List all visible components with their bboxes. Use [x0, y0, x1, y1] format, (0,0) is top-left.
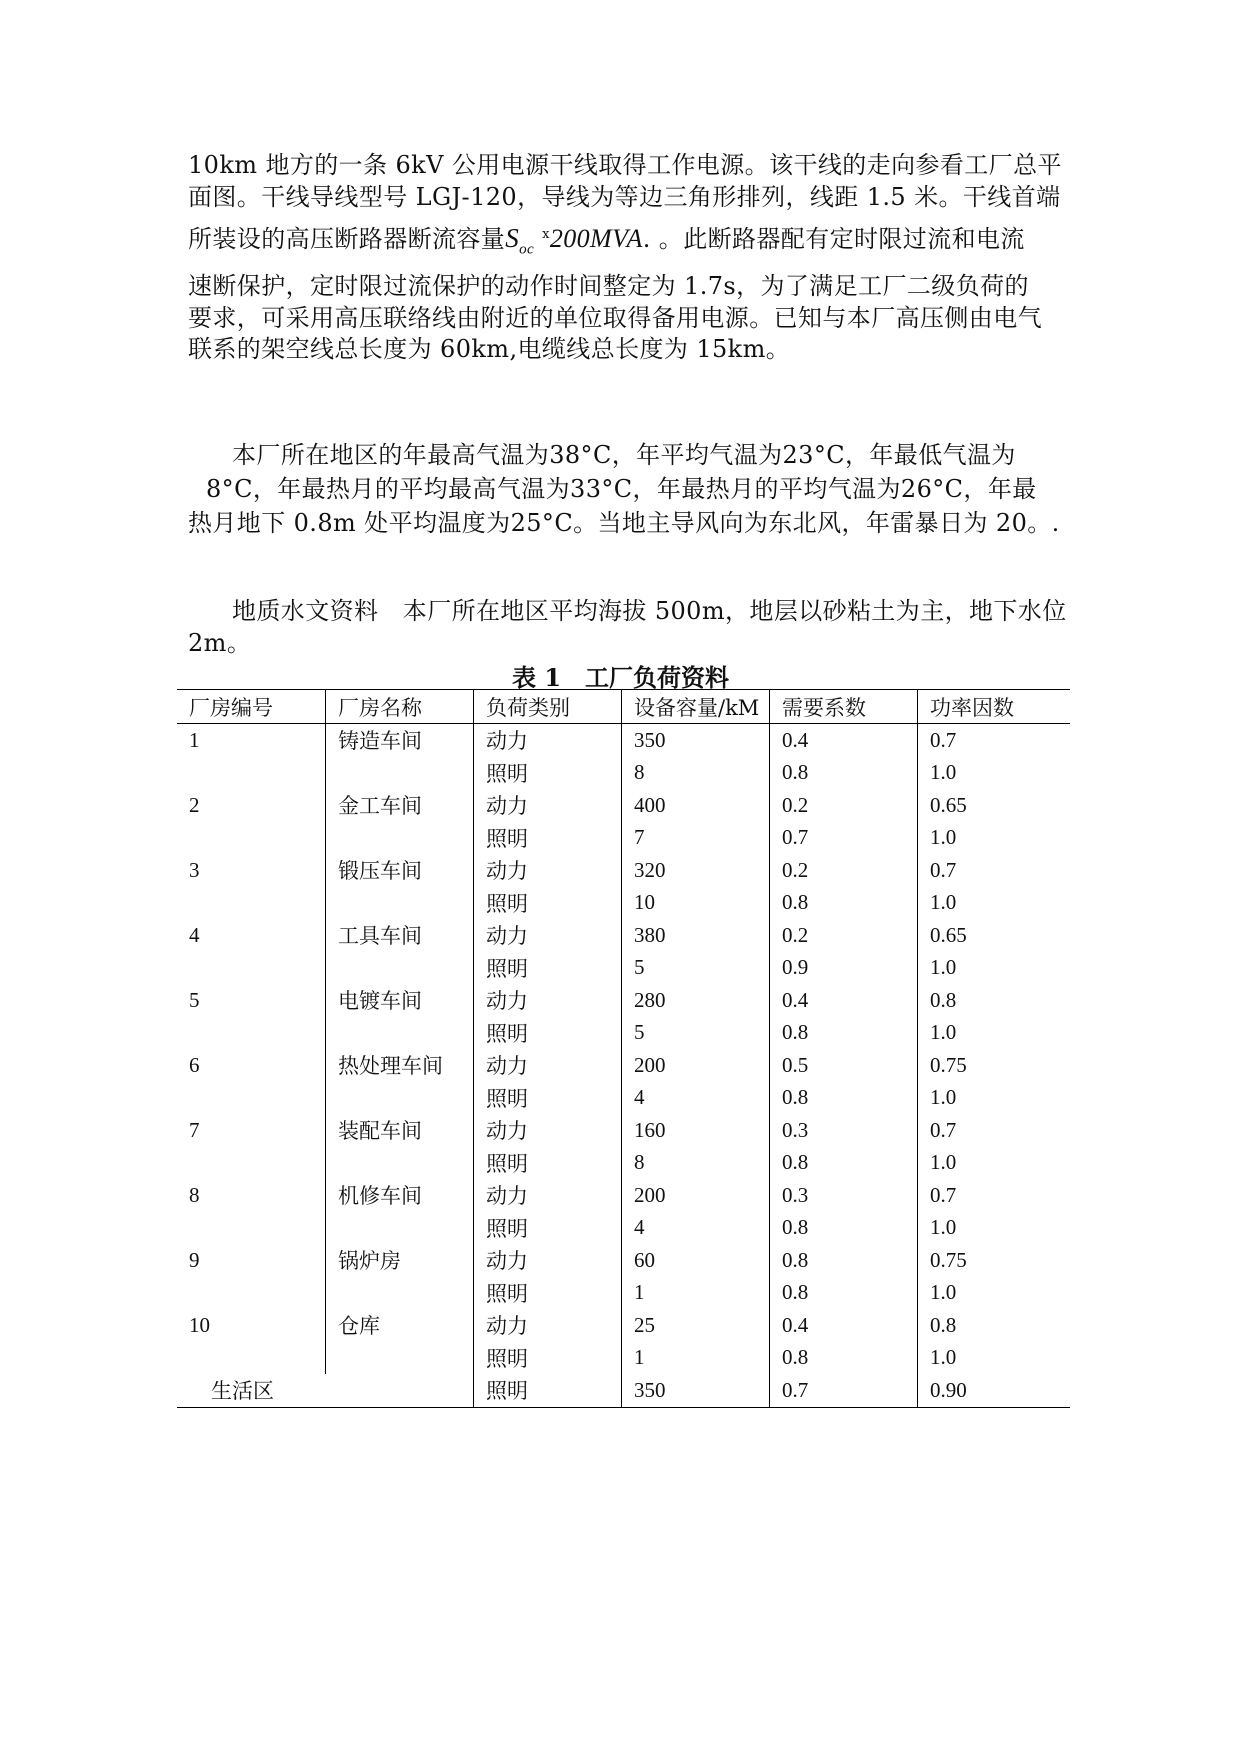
table-row: [177, 984, 1070, 1017]
text-line: 8°C，年最热月的平均最高气温为33°C，年最热月的平均气温为26°C，年最: [206, 475, 1037, 503]
power-source-paragraph: [188, 150, 1068, 366]
table-cell: [177, 1342, 326, 1375]
table-cell: 锻压车间: [326, 854, 474, 887]
table-cell: 0.7: [918, 1114, 1071, 1147]
table-cell: 350: [622, 724, 770, 757]
table-cell: 0.7: [770, 1374, 918, 1407]
table-cell: 0.8: [770, 757, 918, 790]
text-line: 本厂所在地区的年最高气温为38°C，年平均气温为23°C，年最低气温为: [232, 441, 1016, 469]
table-cell: 照明: [474, 1147, 622, 1180]
table-cell: 照明: [474, 1212, 622, 1245]
table-cell: 0.8: [918, 984, 1071, 1017]
table-cell: [326, 1082, 474, 1115]
table-cell: 0.7: [770, 822, 918, 855]
table-cell: 照明: [474, 1374, 622, 1407]
text-line: 10km 地方的一条 6kV 公用电源干线取得工作电源。该干线的走向参看工厂总平: [188, 151, 1062, 179]
table-cell: 350: [622, 1374, 770, 1407]
table-row: [177, 1342, 1070, 1375]
table-cell: 0.7: [918, 854, 1071, 887]
table-row: [177, 952, 1070, 985]
table-cell: [326, 1342, 474, 1375]
table-cell: 0.4: [770, 1309, 918, 1342]
table-row: [177, 789, 1070, 822]
table-cell: 320: [622, 854, 770, 887]
table-cell: 0.75: [918, 1049, 1071, 1082]
table-cell: 0.8: [770, 1147, 918, 1180]
table-row: [177, 1082, 1070, 1115]
table-cell: 4: [189, 922, 200, 947]
table-row: [177, 1017, 1070, 1050]
table-cell: 10: [189, 1312, 210, 1337]
table-cell: 0.90: [918, 1374, 1071, 1407]
table-cell: [177, 1017, 326, 1050]
text-line: 2m。: [188, 628, 252, 657]
table-cell: 1.0: [918, 952, 1071, 985]
table-cell: 200: [622, 1179, 770, 1212]
table-cell: 400: [622, 789, 770, 822]
table-cell: [326, 1212, 474, 1245]
column-header: 厂房名称: [326, 690, 474, 724]
table-row: [177, 1114, 1070, 1147]
table-cell: 0.2: [770, 789, 918, 822]
table-row: [177, 1212, 1070, 1245]
table-cell: 照明: [474, 1277, 622, 1310]
table-row: [177, 919, 1070, 952]
table-cell: 0.7: [918, 724, 1071, 757]
table-cell: 照明: [474, 757, 622, 790]
table-row: [177, 1277, 1070, 1310]
table-row: [177, 1147, 1070, 1180]
table-cell: 铸造车间: [326, 724, 474, 757]
table-cell: 1: [622, 1277, 770, 1310]
table-cell: 动力: [474, 854, 622, 887]
operator-glyph: ⅹ: [542, 227, 550, 242]
table-cell: 4: [622, 1082, 770, 1115]
table-cell: 0.5: [770, 1049, 918, 1082]
table-cell: 动力: [474, 1179, 622, 1212]
table-cell: 0.65: [918, 789, 1071, 822]
table-cell: 动力: [474, 789, 622, 822]
text-line: 面图。干线导线型号 LGJ-120，导线为等边三角形排列，线距 1.5 米。干线首端: [188, 182, 1061, 211]
table-cell: 1.0: [918, 1017, 1071, 1050]
text-line: 热月地下 0.8m 处平均温度为25°C。当地主导风向为东北风，年雷暴日为 20。.: [188, 509, 1060, 537]
table-cell: 动力: [474, 984, 622, 1017]
table-cell: [326, 1147, 474, 1180]
climate-paragraph: [188, 438, 1068, 540]
table-row: [177, 1179, 1070, 1212]
table-cell: 0.65: [918, 919, 1071, 952]
table-cell: 9: [189, 1247, 200, 1272]
table-cell: 0.4: [770, 724, 918, 757]
table-cell: 0.8: [770, 1277, 918, 1310]
table-cell: 1: [622, 1342, 770, 1375]
table-cell: [177, 1277, 326, 1310]
table-cell: 0.3: [770, 1179, 918, 1212]
table-cell: 1.0: [918, 1212, 1071, 1245]
table-row: [177, 724, 1070, 757]
table-cell: 6: [189, 1052, 200, 1077]
table-row: [177, 1309, 1070, 1342]
factory-load-table: [177, 689, 1070, 1408]
table-cell: 仓库: [326, 1309, 474, 1342]
table-row: [177, 854, 1070, 887]
table-cell: 7: [622, 822, 770, 855]
table-row: [177, 1244, 1070, 1277]
table-cell: 动力: [474, 1049, 622, 1082]
table-cell: 0.9: [770, 952, 918, 985]
table-cell: 0.8: [918, 1309, 1071, 1342]
table-row: [177, 1374, 1070, 1407]
table-cell: 0.2: [770, 854, 918, 887]
column-header: 厂房编号: [177, 690, 326, 724]
table-cell: 8: [622, 1147, 770, 1180]
table-cell: 照明: [474, 952, 622, 985]
table-cell: 0.3: [770, 1114, 918, 1147]
table-cell: 1.0: [918, 1147, 1071, 1180]
table-cell: 0.8: [770, 1017, 918, 1050]
table-cell: 照明: [474, 822, 622, 855]
table-cell: 动力: [474, 1244, 622, 1277]
table-cell: 动力: [474, 724, 622, 757]
table-cell: 0.8: [770, 1212, 918, 1245]
table-cell: 200: [622, 1049, 770, 1082]
table-cell: 8: [189, 1182, 200, 1207]
table-cell: 10: [622, 887, 770, 920]
table-cell: 金工车间: [326, 789, 474, 822]
table-cell: [177, 887, 326, 920]
table-cell: 机修车间: [326, 1179, 474, 1212]
table-cell: 1.0: [918, 757, 1071, 790]
table-cell: 60: [622, 1244, 770, 1277]
text-line: 要求，可采用高压联络线由附近的单位取得备用电源。已知与本厂高压侧由电气: [188, 303, 1042, 332]
table-cell: 1.0: [918, 887, 1071, 920]
table-cell: 25: [622, 1309, 770, 1342]
column-header: 设备容量/kM: [622, 690, 770, 724]
table-row: [177, 1049, 1070, 1082]
table-cell: 0.8: [770, 887, 918, 920]
column-header: 需要系数: [770, 690, 918, 724]
table-cell: 2: [189, 792, 200, 817]
table-cell: 1.0: [918, 1082, 1071, 1115]
table-cell: 工具车间: [326, 919, 474, 952]
breaker-symbol: $S_{oc}$: [505, 223, 535, 258]
table-cell: 照明: [474, 1017, 622, 1050]
table-cell: 8: [622, 757, 770, 790]
table-cell: 0.8: [770, 1244, 918, 1277]
column-header: 功率因数: [918, 690, 1071, 724]
table-row: [177, 757, 1070, 790]
table-cell: [177, 757, 326, 790]
geology-paragraph: [188, 596, 1068, 659]
table-cell: [326, 952, 474, 985]
text-line: 联系的架空线总长度为 60km,电缆线总长度为 15km。: [188, 335, 791, 364]
text-line: 所装设的高压断路器断流容量$S_{oc}$ $^ⅹ$200MVA. 。此断路器配有定时限过流和电流: [188, 223, 1025, 258]
table-cell: [326, 757, 474, 790]
table-cell: 1: [189, 727, 200, 752]
table-cell: 7: [189, 1117, 200, 1142]
table-cell: 5: [622, 952, 770, 985]
table-cell: 动力: [474, 1114, 622, 1147]
table-cell: 装配车间: [326, 1114, 474, 1147]
table-header-row: [177, 690, 1070, 724]
table-cell: 5: [622, 1017, 770, 1050]
table-cell: 0.7: [918, 1179, 1071, 1212]
table-cell: [326, 1017, 474, 1050]
table-cell: 动力: [474, 919, 622, 952]
table-cell: 0.4: [770, 984, 918, 1017]
text-line: 速断保护，定时限过流保护的动作时间整定为 1.7s，为了满足工厂二级负荷的: [188, 272, 1029, 301]
table-cell: [326, 1277, 474, 1310]
table-cell: [326, 822, 474, 855]
table-cell: [326, 887, 474, 920]
table-cell: 照明: [474, 887, 622, 920]
table-cell: 0.8: [770, 1342, 918, 1375]
table-row: [177, 822, 1070, 855]
table-cell: 3: [189, 857, 200, 882]
column-header: 负荷类别: [474, 690, 622, 724]
table-cell: 4: [622, 1212, 770, 1245]
table-cell: 锅炉房: [326, 1244, 474, 1277]
table-cell: [177, 1212, 326, 1245]
table-cell: 0.2: [770, 919, 918, 952]
table-cell: [177, 822, 326, 855]
table-row: [177, 887, 1070, 920]
table-caption: 表 1 工厂负荷资料: [511, 663, 730, 692]
table-cell: 动力: [474, 1309, 622, 1342]
table-cell: 电镀车间: [326, 984, 474, 1017]
breaker-capacity: 200MVA: [549, 224, 643, 253]
table-cell: 1.0: [918, 822, 1071, 855]
table-cell: 0.8: [770, 1082, 918, 1115]
table-cell: [177, 1082, 326, 1115]
table-cell: 280: [622, 984, 770, 1017]
table-cell: 生活区: [177, 1374, 474, 1407]
table-cell: [177, 1147, 326, 1180]
table-cell: 照明: [474, 1082, 622, 1115]
table-cell: 5: [189, 987, 200, 1012]
table-cell: 照明: [474, 1342, 622, 1375]
table-cell: 0.75: [918, 1244, 1071, 1277]
table-cell: 160: [622, 1114, 770, 1147]
table-cell: [177, 952, 326, 985]
table-cell: 1.0: [918, 1277, 1071, 1310]
table-cell: 热处理车间: [326, 1049, 474, 1082]
text-line: 地质水文资料 本厂所在地区平均海拔 500m，地层以砂粘土为主，地下水位: [232, 597, 1067, 625]
table-cell: 1.0: [918, 1342, 1071, 1375]
table-cell: 380: [622, 919, 770, 952]
